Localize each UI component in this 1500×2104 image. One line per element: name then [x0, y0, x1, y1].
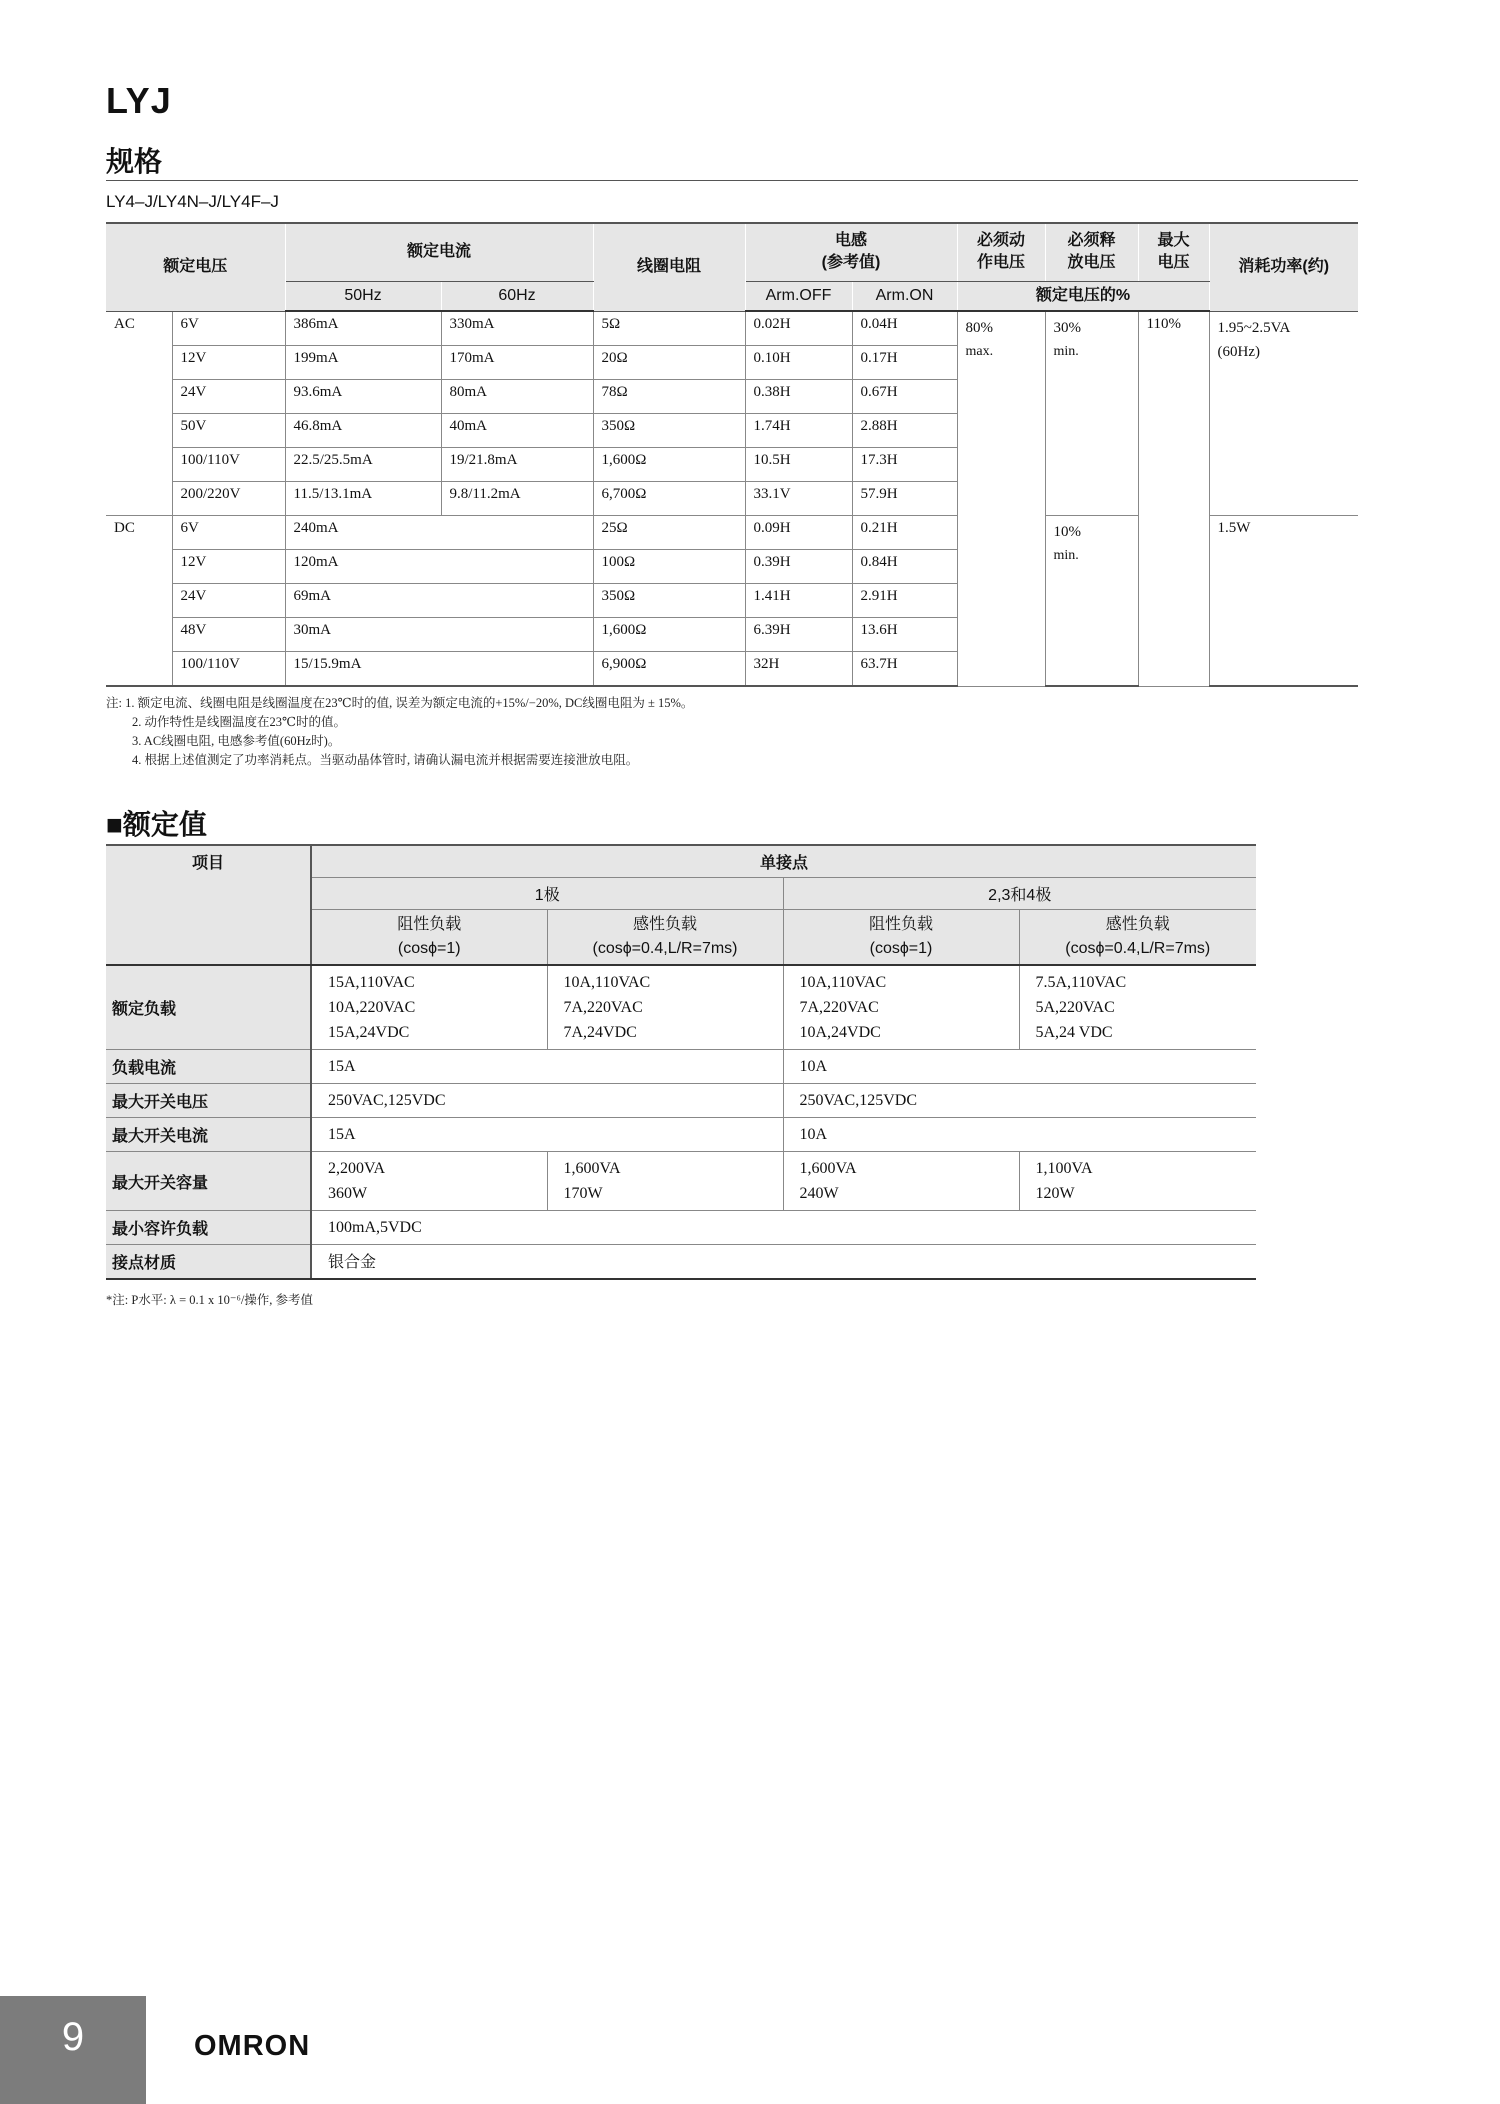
inductive-cond: (cosϕ=0.4,L/R=7ms)	[592, 939, 738, 957]
cell: 6V	[172, 516, 285, 550]
cell: 24V	[172, 584, 285, 618]
cell: 78Ω	[593, 380, 745, 414]
header-60hz: 60Hz	[441, 281, 593, 311]
cell: 2.88H	[852, 414, 957, 448]
ratings-footnote: *注: P水平: λ = 0.1 x 10⁻⁶/操作, 参考值	[106, 1293, 314, 1307]
dc-label: DC	[106, 516, 172, 687]
cell: 10A	[783, 1118, 1256, 1152]
cell	[311, 965, 547, 1050]
ac-operate-value: 80%	[965, 320, 993, 336]
ac-label: AC	[106, 311, 172, 516]
table-row	[106, 1118, 1256, 1152]
cell: 25Ω	[593, 516, 745, 550]
cell: 100/110V	[172, 448, 285, 482]
value-line: 15A,110VAC	[328, 974, 415, 991]
cell: 33.1V	[745, 482, 852, 516]
value-line: 15A,24VDC	[328, 1024, 410, 1041]
cell: 32H	[745, 652, 852, 687]
cell: 200/220V	[172, 482, 285, 516]
header-power-consumption: 消耗功率(约)	[1209, 223, 1358, 311]
spec-notes	[106, 694, 693, 770]
inductive-label: 感性负载	[1105, 915, 1170, 933]
cell: 19/21.8mA	[441, 448, 593, 482]
cell: 100Ω	[593, 550, 745, 584]
cell: 20Ω	[593, 346, 745, 380]
dc-power-value: 1.5W	[1209, 516, 1358, 687]
cell: 10.5H	[745, 448, 852, 482]
dc-release-sub: min.	[1053, 548, 1079, 563]
value-line: 240W	[799, 1185, 839, 1202]
cell: 17.3H	[852, 448, 957, 482]
inductive-cond: (cosϕ=0.4,L/R=7ms)	[1065, 939, 1211, 957]
row-label-max-switching-capacity: 最大开关容量	[106, 1152, 311, 1211]
cell: 1,600Ω	[593, 618, 745, 652]
ac-release-sub: min.	[1053, 344, 1079, 359]
header-coil-resistance: 线圈电阻	[593, 223, 745, 311]
header-pct-rated: 额定电压的%	[957, 281, 1209, 311]
cell: 57.9H	[852, 482, 957, 516]
value-line: 7.5A,110VAC	[1035, 974, 1127, 991]
value-line: 7A,24VDC	[563, 1024, 637, 1041]
cell: 0.21H	[852, 516, 957, 550]
value-line: 360W	[328, 1185, 368, 1202]
header-must-operate: 必须动 作电压	[957, 223, 1045, 281]
cell: 10A	[783, 1050, 1256, 1084]
ac-power-value: 1.95~2.5VA	[1217, 319, 1291, 336]
table-row	[106, 1211, 1256, 1245]
page-number: 9	[61, 2015, 85, 2059]
table-row	[106, 1245, 1256, 1280]
omron-logo: OMRON	[194, 2030, 311, 2062]
value-line: 7A,220VAC	[563, 999, 643, 1016]
specs-table	[106, 222, 1358, 687]
cell: 48V	[172, 618, 285, 652]
cell	[1019, 1152, 1256, 1211]
value-line: 2,200VA	[328, 1160, 386, 1177]
row-label-min-load: 最小容许负载	[106, 1211, 311, 1245]
cell: 350Ω	[593, 414, 745, 448]
cell: 63.7H	[852, 652, 957, 687]
cell: 0.10H	[745, 346, 852, 380]
cell: 170mA	[441, 346, 593, 380]
header-inductive-1	[547, 909, 783, 965]
model-subtitle: LY4–J/LY4N–J/LY4F–J	[106, 192, 279, 211]
cell: 15/15.9mA	[285, 652, 593, 687]
cell: 13.6H	[852, 618, 957, 652]
value-line: 10A,24VDC	[799, 1024, 881, 1041]
cell: 6,700Ω	[593, 482, 745, 516]
cell: 0.84H	[852, 550, 957, 584]
cell: 69mA	[285, 584, 593, 618]
cell: 50V	[172, 414, 285, 448]
table-row	[106, 311, 1358, 346]
cell: 0.38H	[745, 380, 852, 414]
cell: 250VAC,125VDC	[311, 1084, 783, 1118]
resistive-cond: (cosϕ=1)	[869, 939, 933, 957]
cell	[311, 1152, 547, 1211]
note-line: 注: 1. 额定电流、线圈电阻是线圈温度在23℃时的值, 误差为额定电流的+15%/−20%, DC线圈电阻为 ± 15%。	[106, 696, 694, 710]
header-50hz: 50Hz	[285, 281, 441, 311]
header-must-release: 必须释 放电压	[1045, 223, 1138, 281]
cell: 330mA	[441, 311, 593, 346]
row-label-load-current: 负载电流	[106, 1050, 311, 1084]
resistive-cond: (cosϕ=1)	[397, 939, 461, 957]
cell: 350Ω	[593, 584, 745, 618]
cell: 15A	[311, 1118, 783, 1152]
cell: 12V	[172, 346, 285, 380]
resistive-label: 阻性负载	[868, 915, 933, 933]
table-row	[106, 965, 1256, 1050]
cell: 80mA	[441, 380, 593, 414]
note-line: 2. 动作特性是线圈温度在23℃时的值。	[132, 715, 346, 729]
ac-operate-sub: max.	[965, 344, 994, 359]
cell: 0.67H	[852, 380, 957, 414]
note-line: 3. AC线圈电阻, 电感参考值(60Hz时)。	[132, 734, 341, 748]
cell: 6V	[172, 311, 285, 346]
dc-release-value: 10%	[1053, 524, 1081, 540]
value-line: 1,600VA	[563, 1160, 621, 1177]
header-arm-on: Arm.ON	[852, 281, 957, 311]
ac-power-sub: (60Hz)	[1217, 343, 1260, 360]
page-title: LYJ	[106, 80, 172, 121]
cell: 240mA	[285, 516, 593, 550]
row-label-contact-material: 接点材质	[106, 1245, 311, 1280]
cell: 6.39H	[745, 618, 852, 652]
cell: 386mA	[285, 311, 441, 346]
value-line: 7A,220VAC	[799, 999, 879, 1016]
header-1pole: 1极	[311, 877, 783, 909]
value-line: 5A,24 VDC	[1035, 1024, 1113, 1041]
cell: 0.04H	[852, 311, 957, 346]
cell	[547, 965, 783, 1050]
cell: 199mA	[285, 346, 441, 380]
ratings-table	[106, 844, 1256, 1280]
cell: 9.8/11.2mA	[441, 482, 593, 516]
cell: 120mA	[285, 550, 593, 584]
cell: 1,600Ω	[593, 448, 745, 482]
cell: 40mA	[441, 414, 593, 448]
note-line: 4. 根据上述值测定了功率消耗点。当驱动晶体管时, 请确认漏电流并根据需要连接泄放电阻。	[132, 753, 639, 767]
value-line: 10A,110VAC	[799, 974, 887, 991]
cell: 2.91H	[852, 584, 957, 618]
value-line: 1,600VA	[799, 1160, 857, 1177]
header-max-voltage: 最大 电压	[1138, 223, 1209, 281]
cell: 1.41H	[745, 584, 852, 618]
row-label-rated-load: 额定负载	[106, 965, 311, 1050]
divider	[106, 180, 1358, 181]
header-inductance: 电感 (参考值)	[745, 223, 957, 281]
cell: 12V	[172, 550, 285, 584]
value-line: 10A,220VAC	[328, 999, 416, 1016]
header-single-contact: 单接点	[311, 845, 1256, 877]
cell: 0.02H	[745, 311, 852, 346]
section-heading-ratings: ■额定值	[106, 809, 207, 840]
cell: 100mA,5VDC	[311, 1211, 1256, 1245]
header-resistive-2	[783, 909, 1019, 965]
cell: 30mA	[285, 618, 593, 652]
header-234pole: 2,3和4极	[783, 877, 1256, 909]
cell: 1.74H	[745, 414, 852, 448]
cell: 0.17H	[852, 346, 957, 380]
max-voltage-value: 110%	[1138, 311, 1209, 686]
cell: 100/110V	[172, 652, 285, 687]
ac-power	[1209, 311, 1358, 516]
cell: 6,900Ω	[593, 652, 745, 687]
table-row	[106, 1084, 1256, 1118]
cell: 银合金	[311, 1245, 1256, 1280]
value-line: 1,100VA	[1035, 1160, 1093, 1177]
table-row	[106, 1152, 1256, 1211]
cell: 250VAC,125VDC	[783, 1084, 1256, 1118]
cell: 24V	[172, 380, 285, 414]
row-label-max-switching-current: 最大开关电流	[106, 1118, 311, 1152]
cell: 0.39H	[745, 550, 852, 584]
cell	[783, 965, 1019, 1050]
header-resistive-1	[311, 909, 547, 965]
section-heading-specs: 规格	[106, 146, 163, 177]
table-row	[106, 1050, 1256, 1084]
header-arm-off: Arm.OFF	[745, 281, 852, 311]
resistive-label: 阻性负载	[397, 915, 462, 933]
value-line: 170W	[563, 1185, 603, 1202]
cell: 93.6mA	[285, 380, 441, 414]
cell: 5Ω	[593, 311, 745, 346]
value-line: 5A,220VAC	[1035, 999, 1115, 1016]
cell: 0.09H	[745, 516, 852, 550]
inductive-label: 感性负载	[632, 915, 697, 933]
cell	[1019, 965, 1256, 1050]
cell: 11.5/13.1mA	[285, 482, 441, 516]
header-item: 项目	[106, 845, 311, 965]
ac-release-value: 30%	[1053, 320, 1081, 336]
cell: 15A	[311, 1050, 783, 1084]
row-label-max-switching-voltage: 最大开关电压	[106, 1084, 311, 1118]
value-line: 10A,110VAC	[563, 974, 651, 991]
cell	[547, 1152, 783, 1211]
ac-must-release	[1045, 311, 1138, 516]
value-line: 120W	[1035, 1185, 1075, 1202]
header-inductive-2	[1019, 909, 1256, 965]
cell: 22.5/25.5mA	[285, 448, 441, 482]
dc-must-release	[1045, 516, 1138, 687]
ac-must-operate	[957, 311, 1045, 686]
header-rated-current: 额定电流	[285, 223, 593, 281]
cell: 46.8mA	[285, 414, 441, 448]
cell	[783, 1152, 1019, 1211]
header-rated-voltage: 额定电压	[106, 223, 285, 311]
